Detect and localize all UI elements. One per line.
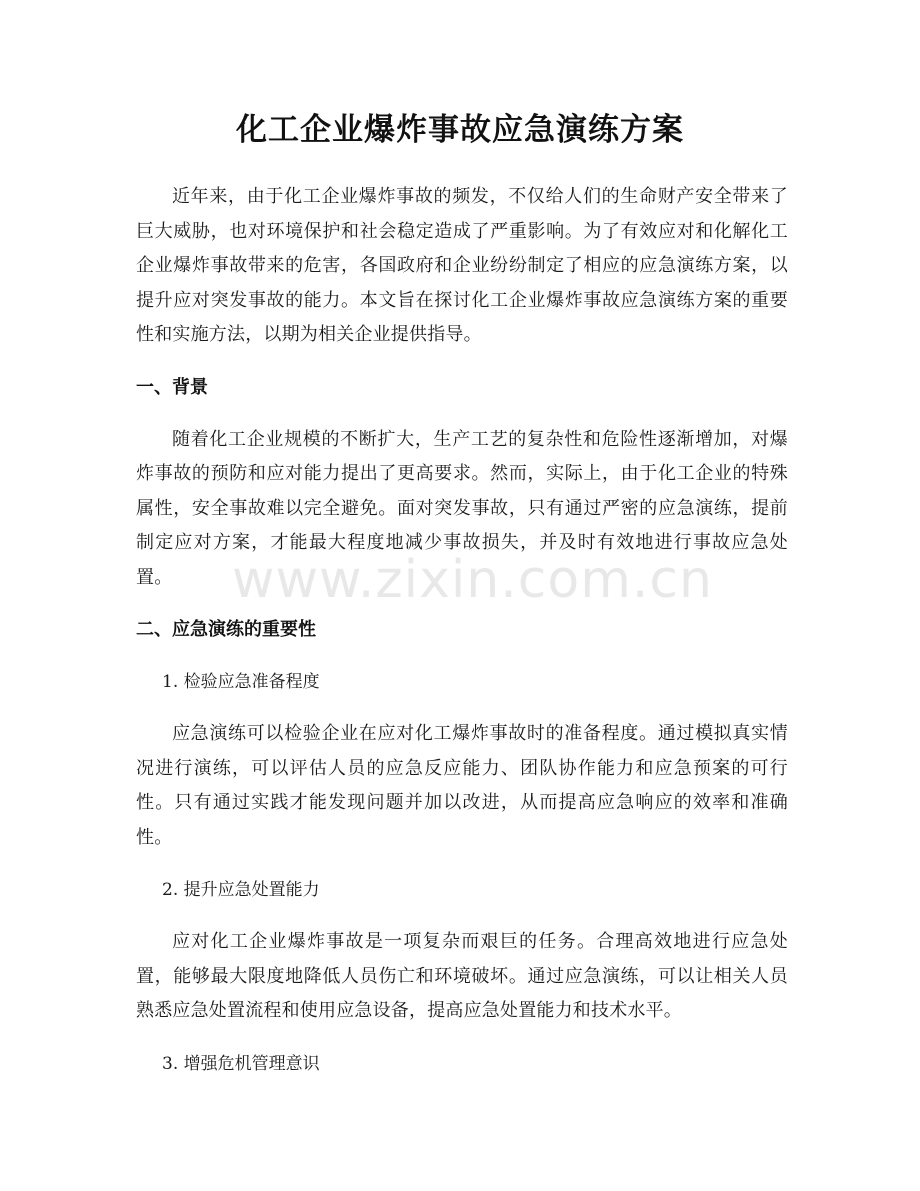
subheading-check-readiness: 1. 检验应急准备程度 bbox=[162, 672, 320, 692]
document-body bbox=[136, 180, 788, 1081]
background-paragraph: 随着化工企业规模的不断扩大，生产工艺的复杂性和危险性逐渐增加，对爆炸事故的预防和应对能力提出了更高要求。然而，实际上，由于化工企业的特殊属性，安全事故难以完全避免。面对突发事故，只有通过严密的应急演练，提前制定应对方案，才能最大程度地减少事故损失，并及时有效地进行事故应急处置。 bbox=[136, 428, 788, 588]
check-readiness-paragraph: 应急演练可以检验企业在应对化工爆炸事故时的准备程度。通过模拟真实情况进行演练，可以评估人员的应急反应能力、团队协作能力和应急预案的可行性。只有通过实践才能发现问题并加以改进，从而提高应急响应的效率和准确性。 bbox=[136, 723, 788, 848]
watermark: www.zixin.com.cn bbox=[232, 550, 713, 610]
subheading-improve-handling: 2. 提升应急处置能力 bbox=[162, 880, 320, 900]
subheading-crisis-awareness: 3. 增强危机管理意识 bbox=[162, 1053, 320, 1074]
intro-paragraph: 近年来，由于化工企业爆炸事故的频发，不仅给人们的生命财产安全带来了巨大威胁，也对环境保护和社会稳定造成了严重影响。为了有效应对和化解化工企业爆炸事故带来的危害，各国政府和企业纷纷制定了相应的应急演练方案，以提升应对突发事故的能力。本文旨在探讨化工企业爆炸事故应急演练方案的重要性和实施方法，以期为相关企业提供指导。 bbox=[136, 186, 788, 345]
section-heading-importance: 二、应急演练的重要性 bbox=[136, 619, 316, 640]
document-title: 化工企业爆炸事故应急演练方案 bbox=[236, 112, 684, 148]
section-heading-background: 一、背景 bbox=[136, 376, 208, 398]
improve-handling-paragraph: 应对化工企业爆炸事故是一项复杂而艰巨的任务。合理高效地进行应急处置，能够最大限度地降低人员伤亡和环境破坏。通过应急演练，可以让相关人员熟悉应急处置流程和使用应急设备，提高应急处置能力和技术水平。 bbox=[136, 931, 788, 1021]
